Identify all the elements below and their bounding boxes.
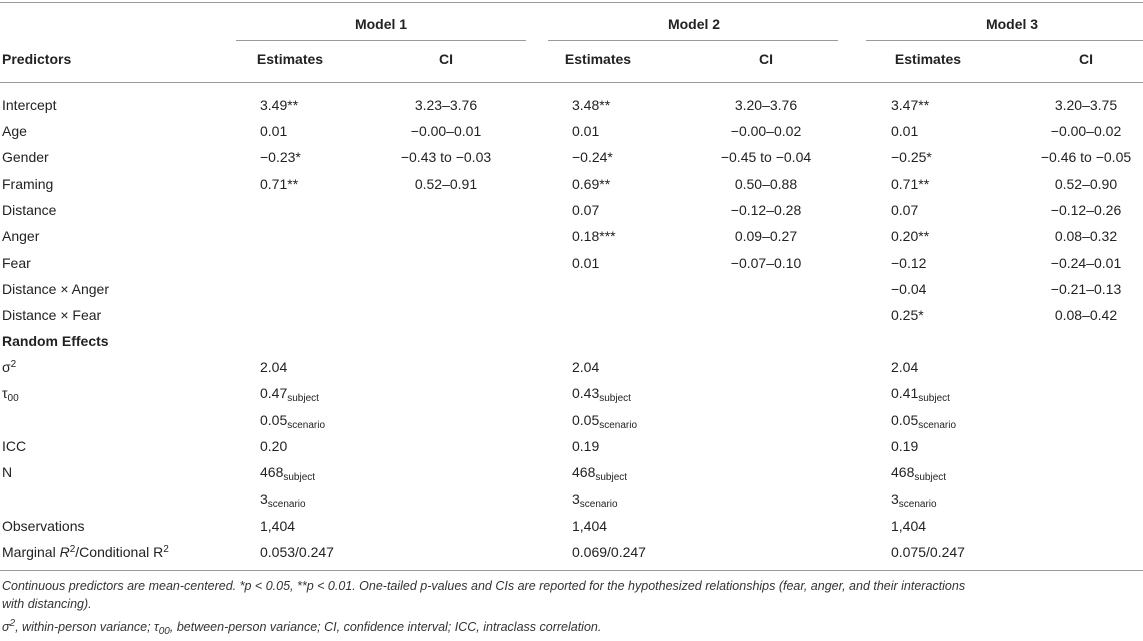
icc-label: ICC (2, 438, 27, 454)
model-3-estimates-header: Estimates (894, 51, 962, 67)
m3-icc: 0.19 (891, 438, 919, 454)
model-3-underline (866, 40, 1143, 41)
model-1-header: Model 1 (354, 16, 408, 32)
m3-n-scenario: $3_{scenario}$ (891, 491, 937, 510)
m2-ci: 0.09–0.27 (734, 228, 798, 244)
row-label: Framing (2, 176, 54, 192)
m3-r-squared: 0.075/0.247 (891, 544, 965, 560)
m2-n-scenario: $3_{scenario}$ (572, 491, 618, 510)
m3-ci: 0.52–0.90 (1054, 176, 1118, 192)
m1-tau-scenario: $0.05_{scenario}$ (260, 412, 326, 431)
footnote-line-1: Continuous predictors are mean-centered. *p < 0.05, **p < 0.01. One-tailed p-values and CIs are reported for the hypothesized relationships (fear, anger, and their interactions (2, 579, 966, 593)
m2-sigma: 2.04 (572, 359, 600, 375)
m2-estimate: 0.01 (572, 255, 600, 271)
m3-estimate: −0.04 (891, 281, 927, 297)
m3-estimate: 0.01 (891, 123, 919, 139)
m3-estimate: 0.71** (891, 176, 930, 192)
m3-ci: −0.24–0.01 (1050, 255, 1122, 271)
m3-tau-subject: $0.41_{subject}$ (891, 385, 950, 404)
r-squared-label: Marginal $R^2$/Conditional $R^2$ (2, 544, 169, 560)
m2-r-squared: 0.069/0.247 (572, 544, 646, 560)
observations-label: Observations (2, 518, 85, 534)
m2-estimate: 3.48** (572, 97, 611, 113)
m3-observations: 1,404 (891, 518, 927, 534)
m3-estimate: 3.47** (891, 97, 930, 113)
m2-n-subject: $468_{subject}$ (572, 464, 628, 483)
row-label: Distance × Fear (2, 307, 102, 323)
m3-estimate: 0.25* (891, 307, 924, 323)
m2-ci: −0.00–0.02 (730, 123, 802, 139)
m1-ci: 3.23–3.76 (414, 97, 478, 113)
model-2-ci-header: CI (759, 51, 773, 67)
m1-icc: 0.20 (260, 438, 288, 454)
header-rule (0, 82, 1143, 83)
m2-estimate: 0.01 (572, 123, 600, 139)
m2-estimate: 0.07 (572, 202, 600, 218)
row-label: Anger (2, 228, 40, 244)
m3-ci: −0.00–0.02 (1050, 123, 1122, 139)
model-3-header: Model 3 (985, 16, 1039, 32)
m3-sigma: 2.04 (891, 359, 919, 375)
m1-estimate: 0.01 (260, 123, 288, 139)
predictors-header: Predictors (2, 51, 72, 67)
row-label: Intercept (2, 97, 57, 113)
table-top-rule (0, 2, 1143, 3)
model-1-ci-header: CI (439, 51, 453, 67)
table-bottom-rule (0, 570, 1143, 571)
m1-observations: 1,404 (260, 518, 296, 534)
tau-label: $\tau_{00}$ (2, 385, 19, 404)
m3-estimate: −0.25* (891, 149, 932, 165)
model-1-estimates-header: Estimates (256, 51, 324, 67)
m1-ci: 0.52–0.91 (414, 176, 478, 192)
m3-ci: 3.20–3.75 (1054, 97, 1118, 113)
m2-tau-subject: $0.43_{subject}$ (572, 385, 631, 404)
m2-observations: 1,404 (572, 518, 608, 534)
row-label: Age (2, 123, 27, 139)
row-label: Distance × Anger (2, 281, 110, 297)
m3-estimate: 0.20** (891, 228, 930, 244)
m3-estimate: −0.12 (891, 255, 927, 271)
m2-ci: 3.20–3.76 (734, 97, 798, 113)
footnote-line-2: with distancing). (2, 597, 92, 611)
m1-estimate: 0.71** (260, 176, 299, 192)
m2-ci: −0.12–0.28 (730, 202, 802, 218)
row-label: Distance (2, 202, 57, 218)
m2-ci: 0.50–0.88 (734, 176, 798, 192)
model-2-header: Model 2 (667, 16, 721, 32)
m3-ci: −0.21–0.13 (1050, 281, 1122, 297)
m2-ci: −0.45 to −0.04 (720, 149, 812, 165)
m3-ci: 0.08–0.42 (1054, 307, 1118, 323)
m1-ci: −0.00–0.01 (410, 123, 482, 139)
model-1-underline (236, 40, 526, 41)
m1-estimate: −0.23* (260, 149, 301, 165)
m2-ci: −0.07–0.10 (730, 255, 802, 271)
m3-ci: −0.12–0.26 (1050, 202, 1122, 218)
m1-tau-subject: $0.47_{subject}$ (260, 385, 319, 404)
m1-estimate: 3.49** (260, 97, 299, 113)
m2-estimate: 0.69** (572, 176, 611, 192)
n-label: N (2, 464, 13, 480)
m3-ci: −0.46 to −0.05 (1040, 149, 1132, 165)
row-label: Gender (2, 149, 49, 165)
footnote-abbreviations: $\sigma^2$, within-person variance; $\tau_{00}$, between-person variance; CI, confidence interval; ICC, intraclass correlation. (2, 618, 602, 637)
model-2-estimates-header: Estimates (564, 51, 632, 67)
random-effects-heading: Random Effects (2, 333, 109, 349)
m3-tau-scenario: $0.05_{scenario}$ (891, 412, 957, 431)
m2-estimate: −0.24* (572, 149, 613, 165)
m3-estimate: 0.07 (891, 202, 919, 218)
m1-n-subject: $468_{subject}$ (260, 464, 316, 483)
m1-n-scenario: $3_{scenario}$ (260, 491, 306, 510)
m1-ci: −0.43 to −0.03 (400, 149, 492, 165)
model-2-underline (548, 40, 838, 41)
row-label: Fear (2, 255, 31, 271)
sigma-squared-label: $\sigma^2$ (2, 359, 17, 375)
m3-n-subject: $468_{subject}$ (891, 464, 947, 483)
m1-r-squared: 0.053/0.247 (260, 544, 334, 560)
model-3-ci-header: CI (1079, 51, 1093, 67)
m3-ci: 0.08–0.32 (1054, 228, 1118, 244)
m2-icc: 0.19 (572, 438, 600, 454)
m2-tau-scenario: $0.05_{scenario}$ (572, 412, 638, 431)
m2-estimate: 0.18*** (572, 228, 616, 244)
m1-sigma: 2.04 (260, 359, 288, 375)
